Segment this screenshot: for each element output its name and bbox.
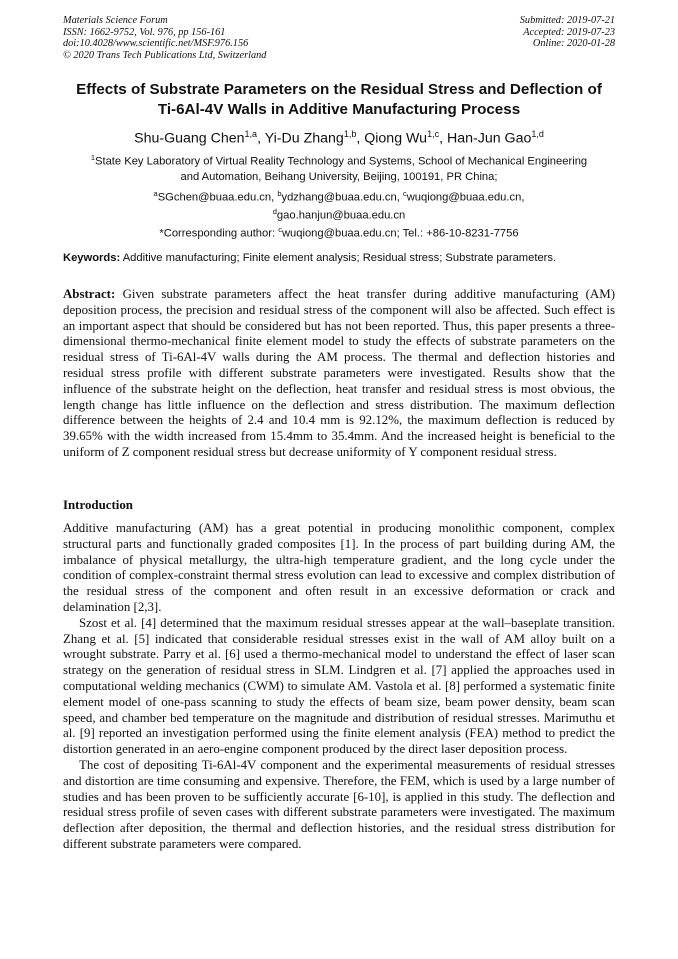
affiliation [55,150,623,186]
author-emails [55,187,623,242]
doi-line: doi:10.4028/www.scientific.net/MSF.976.156 [63,38,249,50]
corresponding-author: *Corresponding author: $^c$wuqiong@buaa.edu.cn; Tel.: +86-10-8231-7756 [159,225,519,241]
email-mark: d [272,207,277,217]
author-name: Han-Jun Gao [446,130,532,147]
author-affiliation-mark: 1,d [531,129,544,139]
title-line-2: Ti-6Al-4V Walls in Additive Manufacturing Process [157,100,521,118]
abstract-text: Given substrate parameters affect the heat transfer during additive manufacturing (AM) deposition process, the precision and residual stress of the component will also be affected. Such effect is an important aspect that should be considered but has not been reported. Thus, this paper presents a three-dimensional thermo-mechanical finite element model to study the effects of substrate parameters on the residual stress of Ti-6Al-4V walls during the AM process. The thermal and deflection histories and residual stress profile with different substrate parameters were investigated. Results show that the influence of the substrate height on the deflection, heat transfer and residual stress is most obvious, the length change has little influence on the deflection and stress distribution. The maximum deflection difference between the heights of 2.4 and 10.4 mm is 92.12%, the maximum deflection is reduced by 39.65% with the width increased from 15.4mm to 35.4mm. And the increased height is beneficial to the uniform of Z component residual stress but decrease uniformity of Y component residual stress. [63,287,615,459]
email-d: gao.hanjun@buaa.edu.cn [276,209,406,222]
author-affiliation-mark: 1,a [244,129,258,139]
copyright-line: © 2020 Trans Tech Publications Ltd, Switzerland [63,49,267,61]
author-name: Yi-Du Zhang [264,130,344,147]
affiliation-mark: 1 [90,153,96,162]
issn-line: ISSN: 1662-9752, Vol. 976, pp 156-161 [63,26,226,38]
accepted-date: Accepted: 2019-07-23 [523,26,615,38]
author-name: Shu-Guang Chen [134,130,245,147]
submitted-date: Submitted: 2019-07-21 [519,15,615,26]
paragraph: The cost of depositing Ti-6Al-4V component and the experimental measurements of residual stresses and distortion are time consuming and expensive. Therefore, the FEM, which is used by a large number of studies and has been proven to be sufficiently accurate [6-10], is applied in this study. The deflection and residual stress profile of seven cases with different substrate parameters were investigated. The maximum deflection after deposition, the thermal and deflection histories, and the residual stress distribution for different substrate parameters were compared. [63,757,615,851]
keywords-label: Keywords: [63,252,121,264]
paragraph: Additive manufacturing (AM) has a great potential in producing monolithic component, complex structural parts and functionally graded composites [1]. In the process of part building during AM, the imbalance of physical metallurgy, the ultra-high temperature gradient, and the long cycle under the condition of complex-constraint thermal stress evolution can lead to excessive and complex distribution of the residual stress of the component and often result in an excessive deformation or crack and delamination [2,3]. [63,521,615,614]
title-line-1: Effects of Substrate Parameters on the Residual Stress and Deflection of [76,81,602,98]
email-mark: a [153,189,158,198]
abstract [63,287,615,461]
introduction-body [63,521,615,853]
author-affiliation-mark: 1,c [427,129,440,139]
affiliation-line-2: and Automation, Beihang University, Beijing, 100191, PR China; [180,171,498,184]
email-c: wuqiong@buaa.edu.cn, [406,191,525,204]
keywords-text: Additive manufacturing; Finite element analysis; Residual stress; Substrate parameters. [120,252,557,264]
email-mark: c [402,189,407,198]
author-list: Shu-Guang Chen$^{1,a}$, Yi-Du Zhang$^{1,b}$, Qiong Wu$^{1,c}$, Han-Jun Gao$^{1,d}$ [134,129,544,147]
author-affiliation-mark: 1,b [343,129,357,139]
paragraph: Szost et al. [4] determined that the maximum residual stresses appear at the wall–baseplate transition. Zhang et al. [5] indicated that considerable residual stresses exist in the wall of AM alloy built on a wrought substrate. Parry et al. [6] used a thermo-mechanical model to understand the effect of laser scan strategy on the generation of residual stress in SLM. Lindgren et al. [7] applied the approaches used in computational welding mechanics (CWM) to simulate AM. Vastola et al. [8] performed a systematic finite element model of one-pass scanning to study the effects of beam size, beam power density, beam scan speed, and chamber bed temperature on the magnitude and distribution of residual stresses. Marimuthu et al. [9] reported an investigation performed using the finite element analysis (FEA) method to predict the distortion generated in an aero-engine component produced by the direct laser deposition process. [63,615,615,757]
journal-name: Materials Science Forum [63,15,168,26]
publication-dates [520,15,615,50]
email-a: SGchen@buaa.edu.cn, [157,191,275,204]
introduction-heading: Introduction [63,498,133,512]
email-mark: b [277,189,282,198]
online-date: Online: 2020-01-28 [532,38,615,50]
paper-title [40,80,638,119]
keywords [63,251,623,265]
journal-info [63,15,266,61]
abstract-label: Abstract: [63,287,116,301]
affiliation-line-1: State Key Laboratory of Virtual Reality Technology and Systems, School of Mechanical Engineering [95,155,588,168]
author-name: Qiong Wu [364,130,428,147]
email-b: ydzhang@buaa.edu.cn, [281,191,400,204]
